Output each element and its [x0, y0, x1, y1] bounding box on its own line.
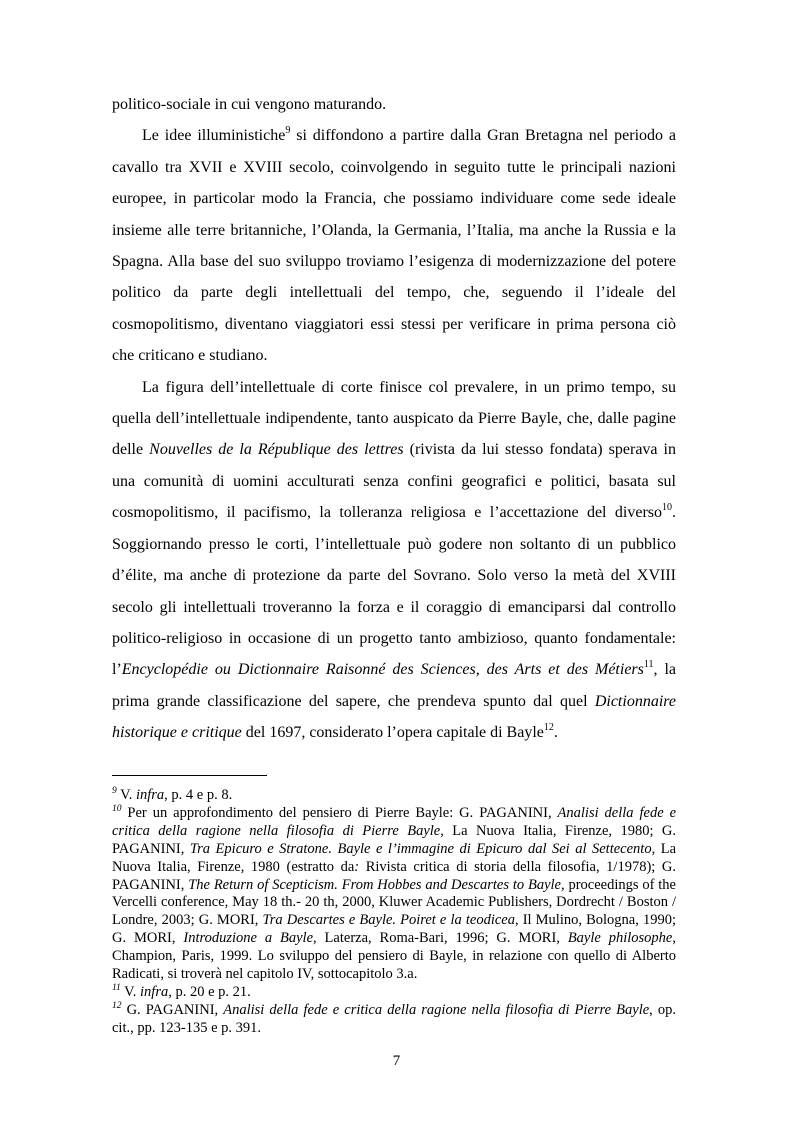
page-number: 7 — [392, 1053, 401, 1069]
text-run: , La Nuova Italia, Firenze, 1980 (estratto da — [112, 840, 677, 875]
text-run: , La Nuova Italia, Firenze, 1980; G. PAGANINI, — [112, 822, 676, 857]
text-run: , Laterza, Roma-Bari, 1996; G. MORI, — [313, 930, 568, 947]
footnote-number: 11 — [112, 982, 121, 993]
book-title: Analisi della fede e critica della ragione nella filosofia di Pierre Bayle — [223, 1001, 650, 1018]
text-run: Per un approfondimento del pensiero di Pierre Bayle: G. PAGANINI, — [121, 804, 558, 821]
footnote-ref-11[interactable]: 11 — [643, 659, 654, 671]
book-title: The Return of Scepticism. From Hobbes and Descartes to Bayle — [188, 876, 561, 893]
footnote-number: 12 — [112, 1000, 122, 1011]
paragraph-3 — [112, 372, 676, 749]
footnote-11 — [112, 984, 676, 1002]
text-run: , op. cit., pp. 123-135 e p. 391. — [112, 1001, 677, 1036]
italic-comma: , — [301, 724, 306, 742]
footnote-ref-12[interactable]: 12 — [543, 722, 554, 734]
text-run: . Soggiornando presso le corti, l’intellettuale può godere non soltanto di un pubblico d’élite, ma anche di protezione da parte del Sovrano. Solo verso la metà del XVIII secolo gli intellettuali troveranno la forza e il coraggio di emanciparsi dal controllo politico-religioso in occasione di un progetto tanto ambizioso, quanto fondamentale: l’ — [112, 504, 676, 679]
italic-colon: : — [354, 858, 360, 875]
italic-comma: , — [214, 315, 219, 333]
text-run: , la prima grande classificazione del sapere, che prendeva spunto dal quel — [112, 661, 676, 710]
footnotes — [112, 787, 676, 1038]
text-run: . — [553, 724, 558, 742]
text-run: G. PAGANINI, — [121, 1001, 224, 1018]
text-run: (rivista da lui stesso fondata) sperava in una comunità di uomini acculturati senza confini geografici e politici, basata sul cosmopolitismo, il pacifismo, la tolleranza religiosa e l’accettazione del diverso — [112, 441, 677, 522]
paragraph-1-text: politico-sociale in cui vengono maturando. — [112, 96, 387, 113]
text-run: V. — [116, 787, 136, 803]
text-run: diventano viaggiatori essi stessi per verificare in prima persona ciò che criticano e studiano. — [112, 315, 676, 365]
text-run: , Champion, Paris, 1999. Lo sviluppo del pensiero di Bayle, in relazione con quello di Alberto Radicati, si troverà nel capitolo IV, sottocapitolo 3.a. — [112, 930, 676, 983]
journal-title: Nouvelles de la République des lettres — [149, 441, 404, 459]
footnote-number: 10 — [112, 803, 122, 814]
footnote-ref-9[interactable]: 9 — [285, 125, 291, 137]
book-title: Introduzione a Bayle — [183, 930, 314, 947]
footnote-10 — [112, 805, 676, 984]
text-run: , Il Mulino, Bologna, 1990; G. MORI, — [112, 912, 676, 947]
text-run: considerato l’opera capitale di Bayle — [305, 724, 544, 742]
footnote-12 — [112, 1002, 676, 1038]
footnote-number: 9 — [112, 786, 117, 796]
text-run: Le idee illuministiche — [142, 127, 286, 145]
text-run: Rivista critica di storia della filosofia, 1/1978); G. PAGANINI, — [112, 858, 676, 893]
book-title: Tra Descartes e Bayle. Poiret e la teodicea — [262, 912, 515, 929]
encyclopedie-title: Encyclopédie ou Dictionnaire Raisonné des Sciences, des Arts et des Métiers — [121, 661, 644, 679]
text-run: si diffondono a partire dalla Gran Bretagna nel periodo a cavallo tra XVII e XVIII secolo, coinvolgendo in seguito tutte le principali nazioni europee, in particolar modo la Francia, che possiamo individuare come sede ideale insieme alle terre britanniche, l’Olanda, la Germania, l’Italia, ma anche la Russia e la Spagna. Alla base del suo sviluppo troviamo l’esigenza di modernizzazione del potere politico da parte degli intellettuali del tempo, che, seguendo il l’ideale del cosmopolitismo — [112, 127, 677, 333]
book-title: Bayle philosophe — [567, 930, 673, 947]
dictionnaire-title: Dictionnaire historique e critique — [112, 692, 676, 742]
text-run: , p. 20 e p. 21. — [168, 983, 251, 1000]
text-run: , proceedings of the Vercelli conference, May 18 th.- 20 th, 2000, Kluwer Academic Publishers, Dordrecht / Boston / Londre, 2003; G. MORI, — [112, 876, 676, 929]
paragraph-2 — [112, 120, 676, 371]
book-title: Tra Epicuro e Stratone. Bayle e l’immagine di Epicuro dal Sei al Settecento — [189, 840, 652, 857]
book-title: Analisi della fede e critica della ragione nella filosofia di Pierre Bayle — [112, 804, 676, 839]
text-run: del 1697 — [241, 724, 302, 742]
footnote-ref-10[interactable]: 10 — [662, 502, 672, 514]
main-text — [112, 89, 676, 749]
text-run: La figura dell’intellettuale di corte finisce col prevalere, in un primo tempo, su quella dell’intellettuale indipendente, tanto auspicato da Pierre Bayle, che, dalle pagine delle — [112, 378, 676, 459]
footnote-9 — [112, 787, 676, 805]
text-run: V. — [120, 983, 141, 1000]
italic-run: infra — [140, 983, 169, 1000]
paragraph-1 — [112, 89, 676, 120]
italic-run: infra — [135, 787, 165, 803]
text-run: , p. 4 e p. 8. — [164, 787, 233, 803]
footnote-separator — [112, 775, 267, 776]
